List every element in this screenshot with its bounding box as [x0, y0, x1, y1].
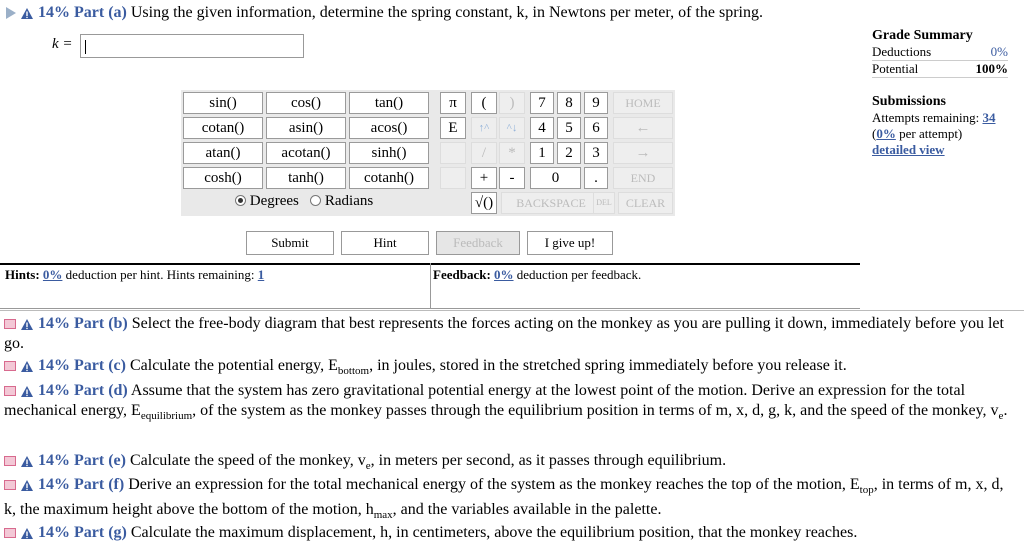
cotan-button[interactable]: cotan() [183, 117, 263, 139]
part-a-header [6, 4, 763, 22]
hints-label: Hints: [5, 267, 40, 282]
digit-9[interactable]: 9 [584, 92, 608, 114]
cos-button[interactable]: cos() [266, 92, 346, 114]
digit-6[interactable]: 6 [584, 117, 608, 139]
part-d-row[interactable] [4, 381, 1019, 426]
part-e-text-after: , in meters per second, as it passes through equilibrium. [370, 452, 727, 469]
cursor-left-button[interactable]: ← [613, 117, 673, 139]
submissions-title: Submissions [872, 94, 946, 109]
part-c-text: Calculate the potential energy, E [129, 357, 338, 374]
collapsed-icon[interactable] [4, 528, 16, 538]
part-d-sub: equilibrium [140, 410, 193, 423]
part-f-percent: 14% [38, 476, 70, 493]
collapsed-icon[interactable] [4, 480, 16, 490]
minus-button[interactable]: - [499, 167, 525, 189]
clear-button[interactable]: CLEAR [618, 192, 673, 214]
part-d-percent: 14% [38, 382, 70, 399]
acotan-button[interactable]: acotan() [266, 142, 346, 164]
panel-divider [430, 263, 431, 309]
atan-button[interactable]: atan() [183, 142, 263, 164]
digit-5[interactable]: 5 [557, 117, 581, 139]
part-a-label: Part (a) [74, 4, 127, 21]
digit-3[interactable]: 3 [584, 142, 608, 164]
potential-value: 100% [975, 61, 1008, 76]
part-f-sub: top [859, 484, 874, 497]
digit-1[interactable]: 1 [530, 142, 554, 164]
warning-icon [20, 455, 34, 468]
part-a-question: Using the given information, determine the spring constant, k, in Newtons per meter, of the spring. [130, 4, 763, 21]
part-f-text: Derive an expression for the total mechanical energy of the system as the monkey reaches the top of the motion, E [128, 476, 860, 493]
k-answer-input[interactable] [80, 34, 304, 58]
sinh-button[interactable]: sinh() [349, 142, 429, 164]
collapsed-icon[interactable] [4, 456, 16, 466]
part-g-text: Calculate the maximum displacement, h, in centimeters, above the equilibrium position, that the monkey reaches. [130, 524, 858, 541]
feedback-label: Feedback: [433, 267, 491, 282]
multiply-button[interactable]: * [499, 142, 525, 164]
warning-icon [20, 360, 34, 373]
sin-button[interactable]: sin() [183, 92, 263, 114]
home-button[interactable]: HOME [613, 92, 673, 114]
part-f-row[interactable] [4, 475, 1019, 525]
deductions-value: 0% [990, 44, 1008, 59]
backspace-button[interactable]: BACKSPACE [501, 192, 601, 214]
acos-button[interactable]: acos() [349, 117, 429, 139]
lower-parts-divider [0, 310, 1024, 311]
collapsed-icon[interactable] [4, 319, 16, 329]
feedback-text: deduction per feedback. [516, 267, 642, 282]
part-e-percent: 14% [38, 452, 70, 469]
part-c-row[interactable] [4, 356, 1019, 381]
warning-icon [20, 7, 34, 20]
part-f-sub2: max [373, 509, 393, 522]
down-caret-button[interactable]: ^↓ [499, 117, 525, 139]
left-paren-button[interactable]: ( [471, 92, 497, 114]
digit-8[interactable]: 8 [557, 92, 581, 114]
feedback-percent: 0% [494, 267, 514, 282]
part-b-row[interactable] [4, 314, 1019, 354]
detailed-view-link[interactable]: detailed view [872, 142, 945, 157]
part-e-label: Part (e) [74, 452, 126, 469]
give-up-button[interactable]: I give up! [527, 231, 613, 255]
part-b-text: Select the free-body diagram that best represents the forces acting on the monkey as you are pulling it down, immediately before you let go. [4, 315, 1004, 352]
sqrt-button[interactable]: √() [471, 192, 497, 214]
part-c-sub: bottom [337, 365, 370, 378]
delete-button[interactable]: DEL [593, 192, 615, 214]
warning-icon [20, 318, 34, 331]
part-g-row[interactable] [4, 523, 1019, 543]
part-d-sub2: e [998, 410, 1004, 423]
part-e-row[interactable] [4, 451, 1019, 476]
hints-remaining: 1 [257, 267, 265, 282]
blank-key [440, 142, 466, 164]
hint-button[interactable]: Hint [341, 231, 429, 255]
asin-button[interactable]: asin() [266, 117, 346, 139]
part-f-label: Part (f) [74, 476, 125, 493]
part-f-text-mid: , in terms of m, x, d, k, the maximum height above the bottom of the motion, h [4, 476, 1004, 519]
warning-icon [20, 527, 34, 540]
attempts-remaining: 34 [982, 110, 996, 125]
part-d-text-mid: , of the system as the monkey passes through the equilibrium position in terms of m, x, d, g, k, and the speed of the monkey, v [192, 402, 999, 419]
tan-button[interactable]: tan() [349, 92, 429, 114]
k-input-label: k = [52, 36, 73, 52]
digit-7[interactable]: 7 [530, 92, 554, 114]
decimal-point[interactable]: . [584, 167, 608, 189]
pi-button[interactable]: π [440, 92, 466, 114]
part-g-percent: 14% [38, 524, 70, 541]
part-c-percent: 14% [38, 357, 70, 374]
angle-mode-selector [235, 193, 373, 210]
attempts-label: Attempts remaining: [872, 110, 980, 125]
hints-percent: 0% [42, 267, 63, 282]
tanh-button[interactable]: tanh() [266, 167, 346, 189]
feedback-button[interactable]: Feedback [436, 231, 520, 255]
radians-radio[interactable] [310, 195, 321, 206]
part-d-text-after: . [1003, 402, 1008, 419]
part-f-text-after: , and the variables available in the palette. [392, 501, 662, 519]
cotanh-button[interactable]: cotanh() [349, 167, 429, 189]
potential-label: Potential [872, 61, 919, 76]
up-caret-button[interactable]: ↑^ [471, 117, 497, 139]
part-g-label: Part (g) [74, 524, 127, 541]
feedback-info [433, 267, 641, 283]
per-attempt-label: per attempt) [899, 126, 963, 141]
part-c-text-after: , in joules, stored in the stretched spring immediately before you release it. [369, 357, 847, 374]
grade-summary-title: Grade Summary [872, 28, 973, 43]
submit-button[interactable]: Submit [246, 231, 334, 255]
hints-text: deduction per hint. Hints remaining: [65, 267, 255, 282]
warning-icon [20, 385, 34, 398]
divide-button[interactable]: / [471, 142, 497, 164]
digit-2[interactable]: 2 [557, 142, 581, 164]
collapsed-icon[interactable] [4, 386, 16, 396]
grade-summary [872, 28, 1008, 78]
part-d-text: Assume that the system has zero gravitational potential energy at the lowest point of the motion. Derive an expression for the total mechanical energy, E [4, 382, 966, 419]
cursor-right-button[interactable]: → [613, 142, 673, 164]
deductions-label: Deductions [872, 44, 932, 59]
part-b-label: Part (b) [74, 315, 128, 332]
hints-info [5, 267, 264, 283]
expand-arrow-icon[interactable] [6, 7, 16, 19]
blank-key [440, 167, 466, 189]
warning-icon [20, 479, 34, 492]
collapsed-icon[interactable] [4, 361, 16, 371]
digit-4[interactable]: 4 [530, 117, 554, 139]
cosh-button[interactable]: cosh() [183, 167, 263, 189]
part-b-percent: 14% [38, 315, 70, 332]
right-paren-button[interactable]: ) [499, 92, 525, 114]
part-e-text: Calculate the speed of the monkey, v [129, 452, 366, 469]
radians-label: Radians [324, 193, 374, 209]
plus-button[interactable]: + [471, 167, 497, 189]
part-e-sub: e [365, 460, 371, 473]
part-a-percent: 14% [38, 4, 70, 21]
degrees-radio[interactable] [235, 195, 246, 206]
per-attempt-percent: 0% [876, 126, 896, 141]
end-button[interactable]: END [613, 167, 673, 189]
submissions-panel: Submissions Attempts remaining: 34 (0% per attempt) detailed view [872, 94, 1012, 158]
digit-0[interactable]: 0 [530, 167, 581, 189]
part-c-label: Part (c) [74, 357, 126, 374]
e-button[interactable]: E [440, 117, 466, 139]
degrees-label: Degrees [249, 193, 299, 209]
part-d-label: Part (d) [74, 382, 128, 399]
